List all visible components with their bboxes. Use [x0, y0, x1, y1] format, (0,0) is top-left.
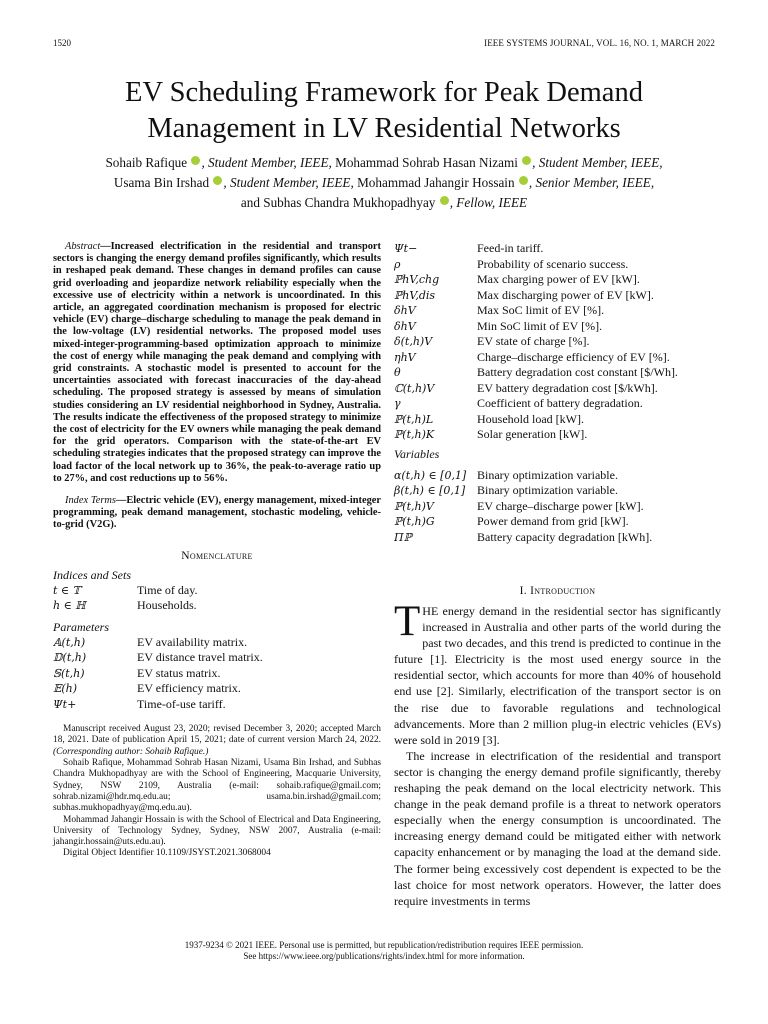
description: Household load [kW].: [477, 411, 584, 426]
symbol: θ: [394, 366, 401, 379]
right-column: [394, 241, 721, 909]
symbol: β(t,h) ∈ [0,1]: [394, 484, 466, 497]
copyright-line-1: 1937-9234 © 2021 IEEE. Personal use is permitted, but republication/redistribution requires IEEE permission.: [184, 940, 584, 950]
footnote: [53, 724, 381, 860]
symbol: ρ: [394, 257, 401, 271]
description: Power demand from grid [kW].: [477, 514, 629, 528]
nomenclature-row: [394, 288, 721, 304]
abstract-text: —Increased electrification in the residential and transport sectors is changing the energy demand profiles significantly, which results in reshaped peak demand. These changes in demand profiles can cause grid overloading and jeopardize network reliability especially when the excessive use of electricity within a network is uncoordinated. In this article, an aggregated coordination mechanism is proposed for electric vehicle (EV) charge–discharge scheduling to manage the peak demand in the low-voltage (LV) residential networks. The proposed model uses mixed-integer-programming-based optimization approach to minimize the cost of energy while managing the peak demand and complying with grid constraints. A stochastic model is presented to account for the uncertainties associated with forecast inaccuracies of the day-ahead scheduling. The proposed strategy is assessed by means of simulation studies considering an LV residential neighborhood in Sydney, Australia. The results indicate the effectiveness of the proposed strategy to minimize the cost of electricity for the EV owners while managing the peak demand for the grid operators. Comparison with the state-of-the-art EV scheduling strategies indicates that the proposed strategy can improve the load factor of the local network up to 36%, the peak-to-average ratio up to 27%, and cost reductions up to 56%.: [53, 241, 381, 484]
description: Feed-in tariff.: [477, 241, 544, 255]
variables-heading: Variables: [394, 446, 440, 461]
author-name: Mohammad Jahangir Hossain: [357, 175, 515, 190]
nomenclature-row: [394, 319, 721, 335]
nomenclature-row: [394, 427, 721, 443]
footnote-affiliation-1: Sohaib Rafique, Mohammad Sohrab Hasan Nizami, Usama Bin Irshad, and Subhas Chandra Mukhopadhyay are with the School of Engineering, Macquarie University, Sydney, NSW 2109, Australia (e-mail: sohaib.rafique@gmail.com; sohrab.nizami@hdr.mq.edu.au; usama.bin.irshad@gmail.com; subhas.mukhopadhyay@mq.edu.au).: [53, 758, 381, 814]
description: Battery capacity degradation [kWh].: [477, 529, 653, 544]
author-role: , Student Member, IEEE,: [532, 155, 663, 170]
abstract: [53, 241, 381, 485]
author-name: Sohaib Rafique: [105, 155, 188, 170]
description: Max discharging power of EV [kW].: [477, 287, 654, 302]
author-line-1: [60, 153, 708, 173]
nomenclature-row: [53, 681, 381, 697]
description: Time-of-use tariff.: [137, 696, 226, 711]
indices-table: [53, 583, 381, 614]
description: EV battery degradation cost [$/kWh].: [477, 380, 658, 395]
footnote-dates: Manuscript received August 23, 2020; revised December 3, 2020; accepted March 18, 2021. Date of publication April 15, 2021; date of current version March 24, 2022.: [53, 724, 381, 746]
description: Binary optimization variable.: [477, 483, 618, 497]
nomenclature-row: [394, 499, 721, 515]
nomenclature-row: [394, 514, 721, 530]
symbol: ℙ(t,h)K: [394, 428, 435, 441]
author-line-2: [60, 173, 708, 193]
symbol: γ: [394, 397, 401, 410]
author-role: , Fellow, IEEE: [449, 195, 528, 210]
intro-paragraph-1-text: HE energy demand in the residential sector has significantly increased in Australia and other parts of the world during the past two decades, and this trend is predicted to continue in the future [1]. Electricity is the most used energy source in the residential sector, which accounts for more than 40% of household end use [2]. Similarly, electrification of the transport sector is on the rise due to favorable regulations and technological advancements. More than 2 million plug-in electric vehicles (EVs) were sold in 2019 [3].: [394, 604, 721, 747]
orcid-icon[interactable]: [522, 156, 531, 165]
nomenclature-row: [53, 697, 381, 713]
orcid-icon[interactable]: [191, 156, 200, 165]
author-name: and Subhas Chandra Mukhopadhyay: [240, 195, 436, 210]
description: Min SoC limit of EV [%].: [477, 318, 603, 333]
nomenclature-row: [394, 272, 721, 288]
footnote-received: [53, 724, 381, 758]
page-number: 1520: [53, 38, 71, 48]
description: Probability of scenario success.: [477, 256, 629, 271]
nomenclature-row: [394, 257, 721, 273]
nomenclature-row: [394, 381, 721, 397]
nomenclature-row: [394, 241, 721, 257]
symbol: ℙhV,dis: [394, 288, 436, 302]
symbol: Ψt−: [394, 242, 418, 255]
symbol: δhV: [394, 304, 416, 317]
author-name: Usama Bin Irshad: [113, 175, 210, 190]
symbol: ℙ(t,h)V: [394, 499, 434, 513]
running-head: IEEE SYSTEMS JOURNAL, VOL. 16, NO. 1, MARCH 2022: [484, 38, 715, 48]
paper-title: [60, 75, 708, 147]
symbol: δhV: [394, 319, 416, 333]
parameters-heading: Parameters: [53, 619, 109, 634]
index-terms-lead: Index Terms: [65, 495, 116, 507]
nomenclature-row: [53, 598, 381, 614]
intro-paragraph-2: The increase in electrification of the residential and transport sector is changing the energy demand profile significantly, thereby reshaping the peak demand on the local electricity network. This change in the peak demand profile is a threat to network operators especially when the energy consumption is uncoordinated. The increasing energy demand could be mitigated either with network capacity enhancement or by managing the load at the demand side. The former being excessively cost dependent is expected to be the last choice for most network operators. However, the latter does require investments in terms: [394, 748, 721, 908]
nomenclature-row: [394, 396, 721, 412]
symbol: ℙ(t,h)L: [394, 412, 434, 426]
index-terms: [53, 495, 381, 532]
nomenclature-row: [394, 412, 721, 428]
author-line-3: [60, 193, 708, 213]
nomenclature-row: [394, 468, 721, 484]
intro-paragraph-1: [394, 598, 721, 748]
title-line-2: Management in LV Residential Networks: [147, 113, 621, 144]
orcid-icon[interactable]: [440, 196, 449, 205]
index-terms-text: —Electric vehicle (EV), energy management, mixed-integer programming, peak demand management, stochastic modeling, vehicle-to-grid (V2G).: [53, 495, 382, 531]
description: Battery degradation cost constant [$/Wh].: [477, 365, 678, 379]
orcid-icon[interactable]: [519, 176, 528, 185]
symbol: ℙ(t,h)G: [394, 515, 435, 528]
description: Solar generation [kW].: [477, 427, 588, 441]
drop-cap: T: [394, 598, 421, 645]
nomenclature-row: [394, 350, 721, 366]
description: EV charge–discharge power [kW].: [477, 498, 644, 513]
introduction-body: [394, 598, 721, 909]
symbol: 𝔸(t,h): [53, 635, 86, 649]
description: EV availability matrix.: [137, 634, 248, 649]
symbol: t ∈ 𝕋: [53, 583, 81, 597]
description: Households.: [137, 598, 197, 613]
description: EV efficiency matrix.: [137, 681, 241, 696]
nomenclature-row: [394, 365, 721, 381]
author-list: [60, 153, 708, 213]
nomenclature-row: [394, 483, 721, 499]
copyright-notice: [60, 940, 708, 962]
author-role: , Senior Member, IEEE,: [528, 175, 655, 190]
variables-table: [394, 468, 721, 546]
title-line-1: EV Scheduling Framework for Peak Demand: [125, 77, 643, 108]
nomenclature-row: [53, 635, 381, 651]
introduction-heading: I. Introduction: [519, 585, 596, 597]
nomenclature-heading: Nomenclature: [181, 549, 253, 562]
footnote-doi: Digital Object Identifier 10.1109/JSYST.2021.3068004: [63, 848, 271, 859]
description: Time of day.: [137, 582, 198, 597]
description: Binary optimization variable.: [477, 467, 618, 482]
symbol: α(t,h) ∈ [0,1]: [394, 468, 467, 482]
nomenclature-row: [394, 303, 721, 319]
nomenclature-row: [394, 334, 721, 350]
copyright-line-2: See https://www.ieee.org/publications/rights/index.html for more information.: [243, 951, 525, 961]
nomenclature-row: [53, 666, 381, 682]
orcid-icon[interactable]: [213, 176, 222, 185]
description: Max charging power of EV [kW].: [477, 272, 640, 286]
symbol: 𝔻(t,h): [53, 651, 87, 665]
symbol: ℂ(t,h)V: [394, 381, 435, 395]
symbol: Πℙ: [394, 530, 412, 544]
description: EV distance travel matrix.: [137, 650, 263, 665]
indices-heading: Indices and Sets: [53, 567, 131, 582]
author-role: , Student Member, IEEE,: [223, 175, 354, 190]
abstract-lead: Abstract: [65, 241, 101, 252]
nomenclature-row: [53, 650, 381, 666]
author-name: Mohammad Sohrab Hasan Nizami: [335, 155, 518, 170]
symbol: h ∈ ℍ: [53, 599, 86, 613]
symbol: Ψt+: [53, 697, 77, 711]
parameters-table: [53, 635, 381, 713]
description: Coefficient of battery degradation.: [477, 396, 643, 410]
right-parameters-table: [394, 241, 721, 443]
author-role: , Student Member, IEEE,: [201, 155, 332, 170]
description: EV status matrix.: [137, 665, 221, 680]
description: Charge–discharge efficiency of EV [%].: [477, 349, 670, 364]
nomenclature-row: [394, 530, 721, 546]
description: EV state of charge [%].: [477, 334, 590, 348]
symbol: 𝕊(t,h): [53, 666, 85, 680]
symbol: ηhV: [394, 350, 416, 364]
corresponding-author: (Corresponding author: Sohaib Rafique.): [53, 746, 209, 757]
footnote-affiliation-2: Mohammad Jahangir Hossain is with the School of Electrical and Data Engineering, University of Technology Sydney, Sydney, NSW 2007, Australia (e-mail: jahangir.hossain@uts.edu.au).: [53, 814, 381, 848]
symbol: δ(t,h)V: [394, 335, 433, 348]
description: Max SoC limit of EV [%].: [477, 303, 605, 317]
symbol: 𝔼(h): [53, 682, 78, 696]
nomenclature-row: [53, 583, 381, 599]
symbol: ℙhV,chg: [394, 273, 440, 286]
left-column: [53, 241, 381, 860]
